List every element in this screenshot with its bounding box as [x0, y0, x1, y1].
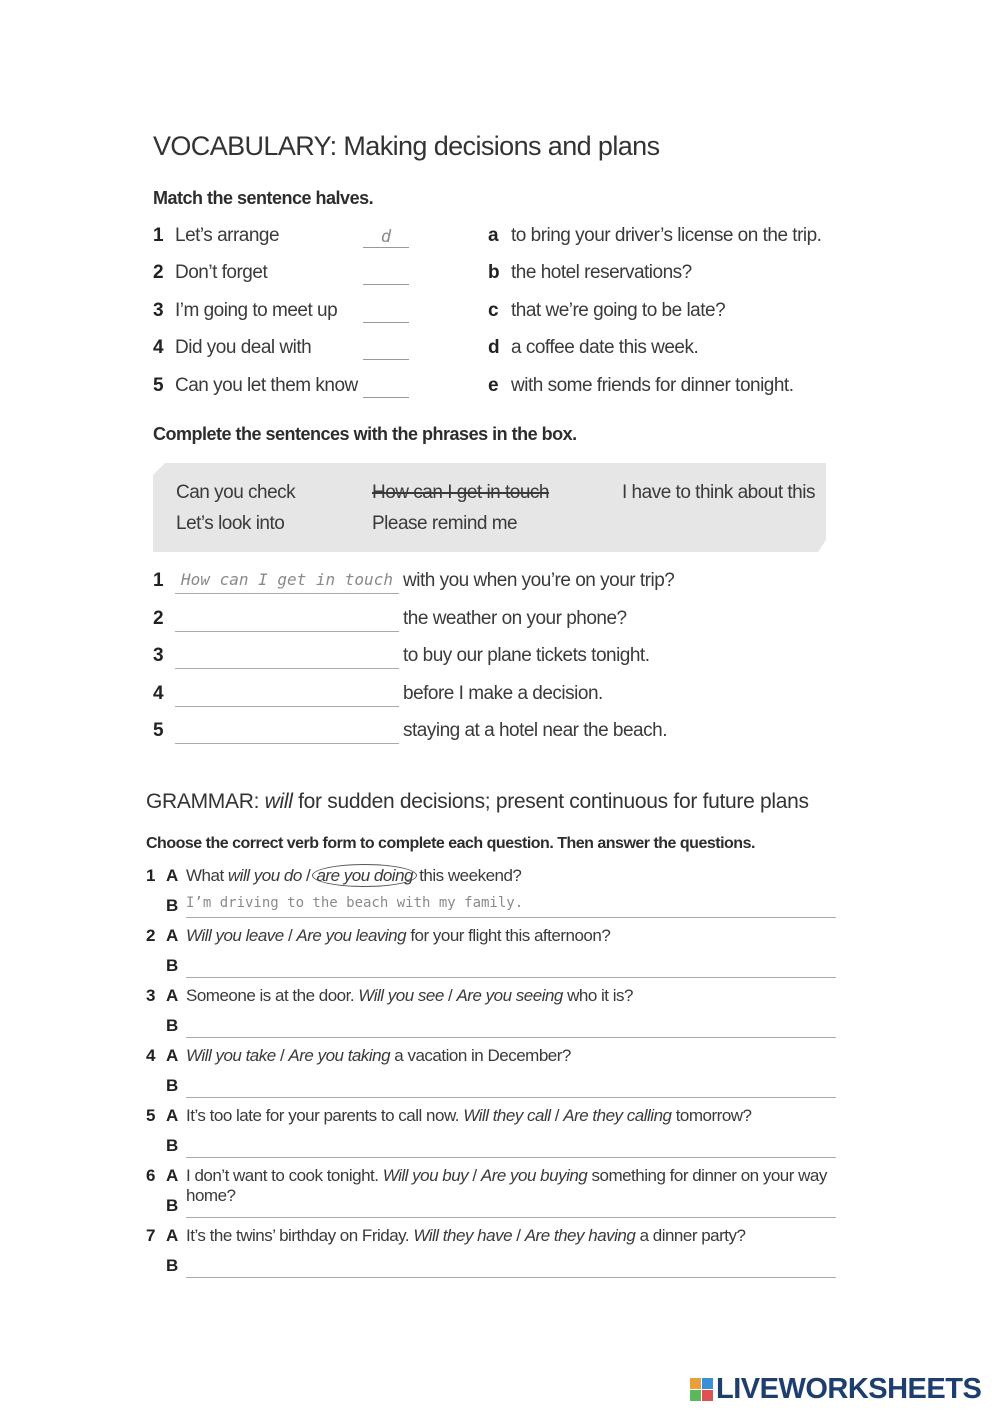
- complete-instruction: Complete the sentences with the phrases in the box.: [153, 424, 577, 444]
- sentence-rest: staying at a hotel near the beach.: [403, 720, 667, 741]
- item-number: 2: [146, 926, 155, 945]
- sentence-ending: with some friends for dinner tonight.: [511, 375, 794, 396]
- sentence-ending: that we’re going to be late?: [511, 300, 726, 321]
- speaker-b-label: B: [166, 1016, 178, 1035]
- sentence-rest: before I make a decision.: [403, 683, 603, 704]
- item-number: 7: [146, 1226, 155, 1245]
- sentence-rest: the weather on your phone?: [403, 608, 627, 629]
- match-row: [153, 375, 853, 405]
- question-row: [146, 1166, 846, 1226]
- speaker-a-label: A: [166, 1106, 178, 1125]
- verb-option[interactable]: Are they having: [524, 1226, 636, 1245]
- fill-row: [153, 608, 853, 638]
- sentence-ending: the hotel reservations?: [511, 262, 692, 283]
- sentence-start: I’m going to meet up: [175, 300, 338, 321]
- question-row: [146, 1226, 846, 1286]
- question-text: Will you leave / Are you leaving for your flight this afternoon?: [186, 926, 611, 945]
- sentence-start: Did you deal with: [175, 337, 312, 358]
- question-row: [146, 926, 846, 986]
- phrase: Let’s look into: [176, 513, 285, 534]
- ending-letter: c: [488, 300, 499, 321]
- fill-answer-input[interactable]: [175, 683, 399, 707]
- speaker-a-label: A: [166, 986, 178, 1005]
- match-answer-input[interactable]: [363, 302, 409, 323]
- sentence-rest: to buy our plane tickets tonight.: [403, 645, 650, 666]
- phrase-used: How can I get in touch: [372, 482, 549, 503]
- answer-input[interactable]: [186, 1075, 836, 1098]
- verb-option[interactable]: Will you take: [186, 1046, 276, 1065]
- match-row: [153, 262, 853, 292]
- sentence-rest: with you when you’re on your trip?: [403, 570, 675, 591]
- match-row: [153, 225, 853, 255]
- speaker-a-label: A: [166, 866, 178, 885]
- question-row: [146, 866, 846, 926]
- speaker-a-label: A: [166, 1166, 178, 1185]
- sentence-start: Let’s arrange: [175, 225, 280, 246]
- question-row: [146, 1106, 846, 1166]
- verb-option[interactable]: Will you buy: [382, 1166, 469, 1185]
- speaker-b-label: B: [166, 956, 178, 975]
- fill-row: [153, 570, 853, 600]
- question-text: Someone is at the door. Will you see / Are you seeing who it is?: [186, 986, 633, 1005]
- question-row: [146, 986, 846, 1046]
- fill-row: [153, 645, 853, 675]
- item-number: 4: [146, 1046, 155, 1065]
- match-answer-input[interactable]: d: [363, 227, 409, 248]
- answer-input[interactable]: [186, 1135, 836, 1158]
- verb-option[interactable]: Will you leave: [186, 926, 284, 945]
- sentence-ending: a coffee date this week.: [511, 337, 699, 358]
- item-number: 1: [146, 866, 155, 885]
- ending-letter: b: [488, 262, 500, 283]
- verb-option[interactable]: Will they call: [463, 1106, 551, 1125]
- fill-answer-input[interactable]: [175, 645, 399, 669]
- question-text: What will you do / are you doing this weekend?: [186, 866, 522, 885]
- fill-row: [153, 683, 853, 713]
- speaker-a-label: A: [166, 1226, 178, 1245]
- verb-option[interactable]: Are they calling: [563, 1106, 672, 1125]
- match-row: [153, 337, 853, 367]
- item-number: 1: [153, 570, 164, 591]
- verb-option[interactable]: Will they have: [413, 1226, 513, 1245]
- phrase-box: [153, 463, 826, 552]
- item-number: 2: [153, 262, 164, 283]
- verb-option[interactable]: Are you seeing: [456, 986, 563, 1005]
- item-number: 3: [146, 986, 155, 1005]
- item-number: 2: [153, 608, 164, 629]
- speaker-a-label: A: [166, 926, 178, 945]
- grammar-title: GRAMMAR: will for sudden decisions; present continuous for future plans: [146, 790, 809, 813]
- speaker-b-label: B: [166, 1136, 178, 1155]
- speaker-b-label: B: [166, 896, 178, 915]
- sentence-start: Don’t forget: [175, 262, 268, 283]
- question-row: [146, 1046, 846, 1106]
- fill-row: [153, 720, 853, 750]
- item-number: 6: [146, 1166, 155, 1185]
- answer-input[interactable]: [186, 1195, 836, 1218]
- question-text: It’s too late for your parents to call now. Will they call / Are they calling tomorrow?: [186, 1106, 752, 1125]
- sentence-start: Can you let them know: [175, 375, 358, 396]
- match-answer-input[interactable]: [363, 377, 409, 398]
- verb-option[interactable]: will you do: [227, 866, 302, 885]
- answer-input[interactable]: [186, 1255, 836, 1278]
- speaker-b-label: B: [166, 1076, 178, 1095]
- question-text: Will you take / Are you taking a vacation in December?: [186, 1046, 571, 1065]
- answer-input[interactable]: I’m driving to the beach with my family.: [186, 895, 836, 918]
- question-text: I don’t want to cook tonight. Will you buy / Are you buying something for dinner on your way home?: [186, 1166, 827, 1205]
- item-number: 5: [153, 720, 164, 741]
- fill-answer-input[interactable]: [175, 720, 399, 744]
- ending-letter: e: [488, 375, 499, 396]
- question-text: It’s the twins’ birthday on Friday. Will they have / Are they having a dinner party?: [186, 1226, 746, 1245]
- item-number: 4: [153, 337, 164, 358]
- ending-letter: d: [488, 337, 500, 358]
- speaker-a-label: A: [166, 1046, 178, 1065]
- item-number: 5: [146, 1106, 155, 1125]
- match-answer-input[interactable]: [363, 264, 409, 285]
- speaker-b-label: B: [166, 1256, 178, 1275]
- match-row: [153, 300, 853, 330]
- grammar-instruction: Choose the correct verb form to complete each question. Then answer the questions.: [146, 835, 755, 852]
- item-number: 4: [153, 683, 164, 704]
- phrase: Can you check: [176, 482, 296, 503]
- verb-option[interactable]: Are you leaving: [296, 926, 407, 945]
- item-number: 3: [153, 645, 164, 666]
- vocabulary-title: VOCABULARY: Making decisions and plans: [153, 131, 660, 161]
- logo-text: LIVEWORKSHEETS: [716, 1373, 982, 1405]
- ending-letter: a: [488, 225, 499, 246]
- item-number: 1: [153, 225, 164, 246]
- verb-option[interactable]: Will you see: [358, 986, 444, 1005]
- fill-answer-input[interactable]: [175, 608, 399, 632]
- verb-option[interactable]: Are you taking: [288, 1046, 391, 1065]
- phrase: I have to think about this: [622, 482, 815, 503]
- verb-option[interactable]: Are you buying: [480, 1166, 588, 1185]
- answer-input[interactable]: [186, 1015, 836, 1038]
- item-number: 5: [153, 375, 164, 396]
- match-answer-input[interactable]: [363, 339, 409, 360]
- sentence-ending: to bring your driver’s license on the trip.: [511, 225, 822, 246]
- phrase: Please remind me: [372, 513, 518, 534]
- logo-icon: [690, 1378, 714, 1402]
- match-instruction: Match the sentence halves.: [153, 188, 374, 208]
- item-number: 3: [153, 300, 164, 321]
- fill-answer-input[interactable]: How can I get in touch: [175, 570, 399, 594]
- answer-input[interactable]: [186, 955, 836, 978]
- verb-option-selected[interactable]: are you doing: [312, 864, 417, 887]
- speaker-b-label: B: [166, 1196, 178, 1215]
